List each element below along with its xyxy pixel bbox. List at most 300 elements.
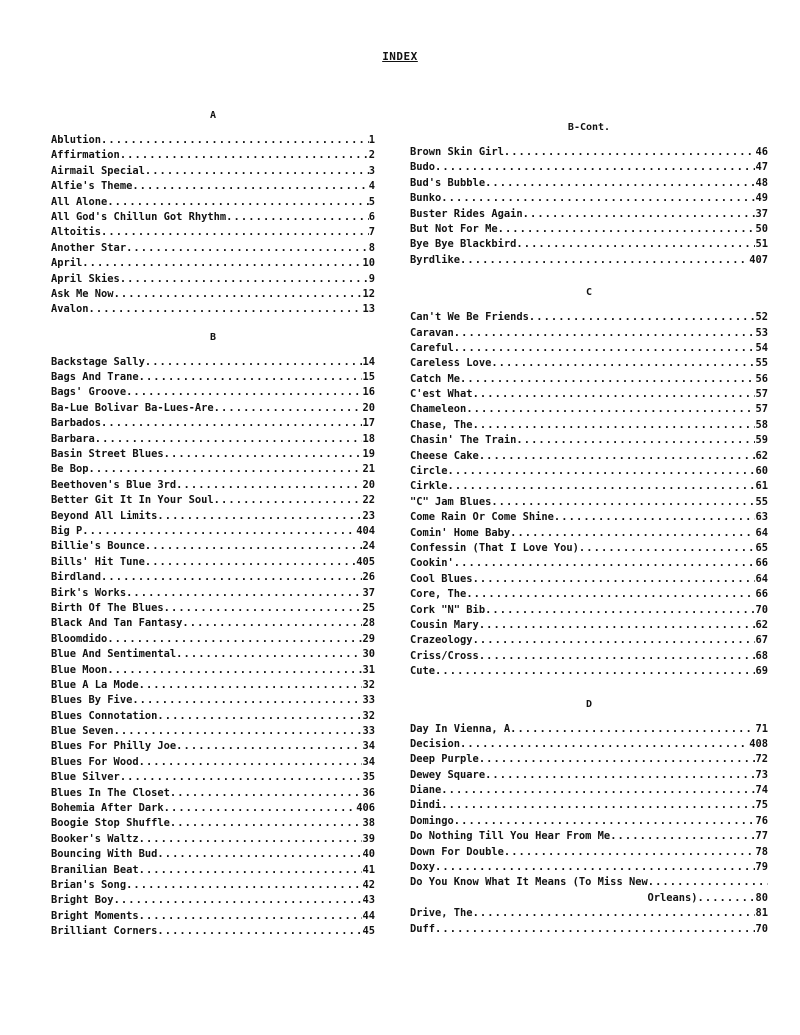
entry-page-number: 75: [755, 799, 768, 812]
index-entry: [410, 603, 768, 618]
entry-title: Drive, The: [410, 907, 473, 920]
entry-page-number: 41: [362, 863, 375, 876]
entry-page-number: 70: [755, 922, 768, 935]
index-entry: [51, 909, 375, 924]
entry-page-number: 404: [356, 524, 375, 537]
entry-page-number: 23: [362, 509, 375, 522]
index-entry: [410, 326, 768, 341]
entry-title: Blues Connotation: [51, 709, 158, 722]
entry-page-number: 406: [356, 802, 375, 815]
entry-page-number: 34: [362, 740, 375, 753]
entry-title: Catch Me: [410, 372, 461, 385]
dot-leader: [114, 893, 363, 908]
entry-title: Blues By Five: [51, 694, 133, 707]
entry-page-number: 5: [368, 195, 375, 208]
entry-page-number: 19: [362, 448, 375, 461]
entry-title: Airmail Special: [51, 164, 145, 177]
entry-page-number: 44: [362, 909, 375, 922]
entry-page-number: 33: [362, 725, 375, 738]
entry-title: April: [51, 257, 83, 270]
entry-title: Better Git It In Your Soul: [51, 494, 214, 507]
entry-title: Do You Know What It Means (To Miss New: [410, 876, 648, 889]
dot-leader: [454, 326, 756, 341]
index-entry: [51, 693, 375, 708]
entry-page-number: 72: [755, 753, 768, 766]
entry-page-number: 32: [362, 709, 375, 722]
entry-page-number: 6: [368, 210, 375, 223]
index-entry: [51, 647, 375, 662]
left-column: [51, 109, 375, 940]
entry-page-number: 51: [755, 238, 768, 251]
dot-leader: [132, 179, 368, 194]
entry-title: Barbara: [51, 432, 95, 445]
entry-title: Comin' Home Baby: [410, 526, 511, 539]
entry-title: Careless Love: [410, 357, 492, 370]
entry-title: Basin Street Blues: [51, 448, 164, 461]
dot-leader: [145, 555, 356, 570]
dot-leader: [473, 633, 756, 648]
entry-page-number: 32: [362, 678, 375, 691]
dot-leader: [89, 302, 363, 317]
dot-leader: [485, 603, 755, 618]
index-entry: [410, 237, 768, 252]
entry-page-number: 50: [755, 222, 768, 235]
dot-leader: [454, 341, 756, 356]
dot-leader: [510, 722, 755, 737]
index-entry: [51, 148, 375, 163]
entry-page-number: 1: [368, 134, 375, 146]
dot-leader: [139, 909, 363, 924]
entry-page-number: 40: [362, 848, 375, 861]
entry-page-number: 57: [755, 403, 768, 416]
entry-page-number: 4: [368, 180, 375, 193]
entry-page-number: 57: [755, 388, 768, 401]
dot-leader: [504, 845, 756, 860]
dot-leader: [114, 287, 363, 302]
entry-page-number: 81: [755, 907, 768, 920]
dot-leader: [170, 786, 363, 801]
entry-title: Blue A La Mode: [51, 678, 139, 691]
entry-page-number: 20: [362, 478, 375, 491]
entry-title: Blues For Wood: [51, 755, 139, 768]
index-entry: [51, 924, 375, 939]
dot-leader: [157, 509, 362, 524]
index-entry: [410, 633, 768, 648]
entry-title: Birdland: [51, 571, 102, 584]
entry-title: Bud's Bubble: [410, 176, 486, 189]
entry-title: Blue Seven: [51, 725, 114, 738]
dot-leader: [441, 798, 755, 813]
entry-title-continuation: Orleans): [647, 891, 698, 904]
index-entry: [51, 302, 375, 317]
entry-page-number: 59: [755, 434, 768, 447]
entry-page-number: 43: [362, 894, 375, 907]
index-entry: [410, 464, 768, 479]
index-entry: [410, 541, 768, 556]
index-entry: [410, 510, 768, 525]
entry-title: Criss/Cross: [410, 649, 479, 662]
index-entry: [410, 783, 768, 798]
dot-leader: [460, 372, 755, 387]
index-entry: [410, 145, 768, 160]
index-entry: [51, 509, 375, 524]
entry-page-number: 64: [755, 526, 768, 539]
entry-title: All God's Chillun Got Rhythm: [51, 210, 227, 223]
dot-leader: [441, 783, 755, 798]
entry-page-number: 405: [356, 555, 375, 568]
index-entry: [51, 493, 375, 508]
entry-page-number: 3: [368, 164, 375, 177]
index-entry: [51, 816, 375, 831]
index-entry: [51, 678, 375, 693]
index-entry: [410, 402, 768, 417]
index-entry: [410, 253, 768, 268]
entry-title: Branilian Beat: [51, 863, 139, 876]
index-entry: [51, 724, 375, 739]
dot-leader: [157, 709, 362, 724]
dot-leader: [164, 801, 357, 816]
entry-title: Budo: [410, 161, 436, 174]
dot-leader: [176, 647, 362, 662]
dot-leader: [479, 752, 756, 767]
index-entry: [410, 191, 768, 206]
index-entry: [51, 739, 375, 754]
dot-leader: [139, 755, 363, 770]
dot-leader: [435, 922, 755, 937]
entry-title: Cheese Cake: [410, 449, 479, 462]
entry-page-number: 36: [362, 786, 375, 799]
index-entry: [51, 801, 375, 816]
entry-page-number: 7: [368, 226, 375, 239]
index-entry: [410, 387, 768, 402]
section-heading-c: C: [585, 287, 593, 299]
dot-leader: [182, 616, 362, 631]
entry-title: Boogie Stop Shuffle: [51, 817, 170, 830]
entry-title: But Not For Me: [410, 222, 498, 235]
section-heading-b: B: [209, 331, 217, 343]
dot-leader: [466, 587, 755, 602]
dot-leader: [579, 541, 756, 556]
index-entry: [51, 770, 375, 785]
dot-leader: [82, 256, 362, 271]
dot-leader: [157, 847, 362, 862]
entry-page-number: 71: [755, 722, 768, 735]
entry-page-number: 63: [755, 511, 768, 524]
dot-leader: [610, 829, 755, 844]
entry-title: Diane: [410, 784, 442, 797]
entry-title: Day In Vienna, A: [410, 722, 511, 735]
index-entry-continuation: [410, 891, 768, 906]
dot-leader: [107, 663, 362, 678]
dot-leader: [107, 195, 368, 210]
index-entry: [51, 447, 375, 462]
entry-title: Bags And Trane: [51, 371, 139, 384]
entry-title: Bye Bye Blackbird: [410, 238, 517, 251]
dot-leader: [498, 222, 756, 237]
entry-page-number: 31: [362, 663, 375, 676]
dot-leader: [126, 586, 362, 601]
entry-title: Ablution: [51, 134, 102, 146]
index-entry: [51, 195, 375, 210]
dot-leader: [435, 160, 755, 175]
entry-page-number: 14: [362, 355, 375, 368]
dot-leader: [479, 618, 756, 633]
index-entry: [51, 632, 375, 647]
entry-title: Byrdlike: [410, 253, 461, 266]
index-entry: [51, 179, 375, 194]
index-entry: [51, 863, 375, 878]
dot-leader: [460, 737, 749, 752]
index-entry: [51, 893, 375, 908]
dot-leader: [485, 176, 755, 191]
dot-leader: [101, 570, 362, 585]
dot-leader: [454, 556, 756, 571]
entry-page-number: 54: [755, 341, 768, 354]
entry-page-number: 55: [755, 495, 768, 508]
section-b-list: [51, 355, 375, 940]
entry-title: Bright Moments: [51, 909, 139, 922]
entry-title: Duff: [410, 922, 436, 935]
entry-page-number: 80: [755, 891, 768, 904]
entry-page-number: 49: [755, 192, 768, 205]
index-entry: [410, 372, 768, 387]
index-entry: [410, 649, 768, 664]
entry-title: Brown Skin Girl: [410, 146, 504, 158]
entry-title: Billie's Bounce: [51, 540, 145, 553]
dot-leader: [176, 739, 362, 754]
entry-title: Another Star: [51, 241, 127, 254]
entry-page-number: 62: [755, 449, 768, 462]
entry-title: Doxy: [410, 861, 436, 874]
dot-leader: [473, 572, 756, 587]
dot-leader: [82, 524, 356, 539]
dot-leader: [523, 207, 756, 222]
index-entry: [410, 556, 768, 571]
section-heading-a: A: [209, 110, 217, 121]
dot-leader: [145, 355, 363, 370]
index-entry: [410, 922, 768, 937]
entry-title: Bouncing With Bud: [51, 848, 158, 861]
index-entry: [410, 176, 768, 191]
index-entry: [51, 164, 375, 179]
index-entry: [51, 524, 375, 539]
index-entry: [51, 210, 375, 225]
index-entry: [51, 539, 375, 554]
index-entry: [410, 222, 768, 237]
entry-title: Chasin' The Train: [410, 434, 517, 447]
dot-leader: [164, 447, 363, 462]
dot-leader: [435, 664, 755, 679]
index-entry: [410, 572, 768, 587]
entry-title: Bloomdido: [51, 632, 108, 645]
entry-page-number: 12: [362, 287, 375, 300]
dot-leader: [485, 768, 755, 783]
dot-leader: [448, 479, 756, 494]
index-entry: [51, 241, 375, 256]
index-entry: [51, 847, 375, 862]
dot-leader: [95, 432, 363, 447]
entry-title: Booker's Waltz: [51, 832, 139, 845]
entry-page-number: 66: [755, 588, 768, 601]
index-entry: [51, 370, 375, 385]
entry-title: Beyond All Limits: [51, 509, 158, 522]
index-entry: [410, 418, 768, 433]
entry-page-number: 37: [362, 586, 375, 599]
entry-title: Cool Blues: [410, 572, 473, 585]
index-entry: [51, 385, 375, 400]
entry-title: Can't We Be Friends: [410, 311, 529, 324]
entry-page-number: 15: [362, 371, 375, 384]
dot-leader: [101, 133, 369, 148]
index-entry: [410, 479, 768, 494]
entry-page-number: 73: [755, 768, 768, 781]
entry-title: Brian's Song: [51, 878, 127, 891]
index-entry: [51, 586, 375, 601]
entry-page-number: 79: [755, 861, 768, 874]
dot-leader: [101, 225, 369, 240]
dot-leader: [504, 145, 756, 160]
entry-title: Birth Of The Blues: [51, 601, 164, 614]
entry-page-number: 21: [362, 463, 375, 476]
dot-leader: [554, 510, 756, 525]
index-entry: [51, 878, 375, 893]
entry-title: Bills' Hit Tune: [51, 555, 145, 568]
entry-page-number: 56: [755, 372, 768, 385]
entry-page-number: 13: [362, 303, 375, 316]
index-entry: [410, 829, 768, 844]
entry-title: Deep Purple: [410, 753, 479, 766]
dot-leader: [448, 464, 756, 479]
entry-page-number: 67: [755, 634, 768, 647]
entry-title: Cute: [410, 665, 436, 678]
dot-leader: [89, 462, 363, 477]
entry-title: Black And Tan Fantasy: [51, 617, 183, 630]
dot-leader: [132, 693, 362, 708]
dot-leader: [139, 370, 363, 385]
entry-title: Dindi: [410, 799, 442, 812]
index-entry: [51, 616, 375, 631]
entry-page-number: 64: [755, 572, 768, 585]
dot-leader: [473, 418, 756, 433]
entry-title: Blues For Philly Joe: [51, 740, 177, 753]
dot-leader: [176, 478, 362, 493]
dot-leader: [479, 649, 756, 664]
entry-title: Bohemia After Dark: [51, 802, 164, 815]
entry-page-number: 18: [362, 432, 375, 445]
index-entry: [51, 462, 375, 477]
entry-title: Beethoven's Blue 3rd: [51, 478, 177, 491]
index-entry: [410, 495, 768, 510]
index-entry: [51, 570, 375, 585]
entry-title: Ba-Lue Bolivar Ba-Lues-Are: [51, 401, 214, 414]
entry-page-number: 34: [362, 755, 375, 768]
index-entry: [410, 341, 768, 356]
entry-title: Big P: [51, 524, 83, 537]
dot-leader: [510, 526, 755, 541]
entry-title: Decision: [410, 737, 461, 750]
entry-page-number: 2: [368, 149, 375, 162]
entry-page-number: 408: [749, 737, 768, 750]
entry-title: Bunko: [410, 192, 442, 205]
dot-leader: [491, 356, 755, 371]
entry-page-number: 55: [755, 357, 768, 370]
index-entry: [51, 355, 375, 370]
entry-title: Blue Silver: [51, 771, 120, 784]
dot-leader: [120, 272, 369, 287]
entry-title: Dewey Square: [410, 768, 486, 781]
index-entry: [51, 432, 375, 447]
entry-page-number: 66: [755, 557, 768, 570]
index-entry: [51, 786, 375, 801]
entry-title: Affirmation: [51, 149, 120, 162]
dot-leader: [479, 449, 756, 464]
index-entry: [410, 722, 768, 737]
dot-leader: [120, 770, 363, 785]
entry-page-number: 65: [755, 541, 768, 554]
dot-leader: [170, 816, 363, 831]
entry-title: Confessin (That I Love You): [410, 541, 579, 554]
dot-leader: [473, 387, 756, 402]
entry-title: Cork "N" Bib: [410, 603, 486, 616]
dot-leader: [435, 860, 755, 875]
dot-leader: [126, 878, 362, 893]
entry-page-number: 60: [755, 465, 768, 478]
index-entry: [410, 433, 768, 448]
entry-page-number: 78: [755, 845, 768, 858]
index-entry: [410, 207, 768, 222]
index-entry: [410, 618, 768, 633]
index-entry: [410, 664, 768, 679]
index-entry: [410, 906, 768, 921]
section-d-list: [410, 722, 768, 937]
index-entry: [410, 768, 768, 783]
entry-page-number: 25: [362, 601, 375, 614]
index-entry: [51, 709, 375, 724]
dot-leader: [648, 875, 768, 890]
index-entry: [410, 587, 768, 602]
index-entry: [410, 798, 768, 813]
entry-page-number: 33: [362, 694, 375, 707]
entry-page-number: 37: [755, 207, 768, 220]
index-entry: [51, 272, 375, 287]
entry-title: Cookin': [410, 557, 454, 570]
dot-leader: [101, 416, 362, 431]
entry-page-number: 9: [368, 272, 375, 285]
entry-title: Do Nothing Till You Hear From Me: [410, 830, 611, 843]
entry-title: Buster Rides Again: [410, 207, 523, 220]
entry-title: Down For Double: [410, 845, 504, 858]
entry-page-number: 70: [755, 603, 768, 616]
index-entry: [410, 752, 768, 767]
dot-leader: [126, 385, 362, 400]
entry-page-number: 28: [362, 617, 375, 630]
dot-leader: [214, 401, 363, 416]
index-entry: [410, 356, 768, 371]
entry-title: "C" Jam Blues: [410, 495, 492, 508]
entry-page-number: 77: [755, 830, 768, 843]
index-entry: [410, 845, 768, 860]
index-entry: [410, 310, 768, 325]
dot-leader: [114, 724, 363, 739]
entry-page-number: 24: [362, 540, 375, 553]
entry-title: Cirkle: [410, 480, 448, 493]
entry-page-number: 10: [362, 257, 375, 270]
dot-leader: [126, 241, 369, 256]
section-b-cont-list: [410, 145, 768, 268]
index-entry: [51, 832, 375, 847]
index-entry: [51, 416, 375, 431]
entry-title: Alfie's Theme: [51, 180, 133, 193]
